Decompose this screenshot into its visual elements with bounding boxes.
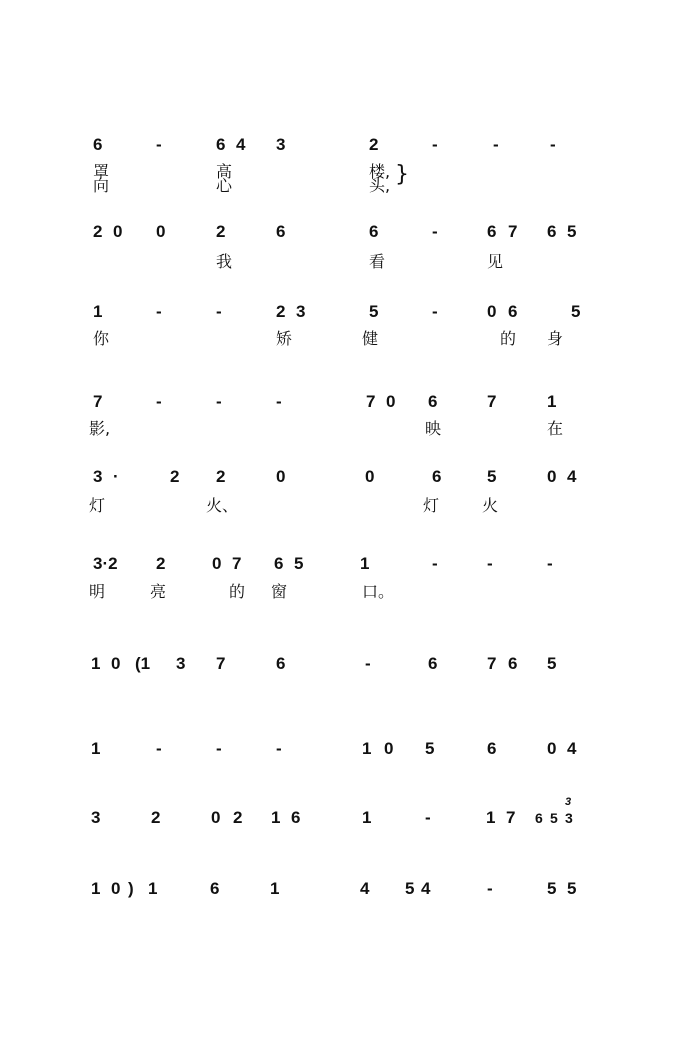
note: 6 bbox=[291, 808, 301, 827]
note: 4 bbox=[236, 135, 246, 154]
note: 4 bbox=[567, 739, 577, 758]
lyric: 身 bbox=[547, 329, 564, 348]
brace-mark: } bbox=[395, 162, 409, 187]
note: 0 bbox=[384, 739, 394, 758]
lyric: 明 bbox=[89, 582, 106, 601]
note: 4 bbox=[421, 879, 431, 898]
note: - bbox=[156, 392, 162, 411]
note: - bbox=[276, 392, 282, 411]
note: 2 bbox=[93, 222, 103, 241]
lyric: 火、 bbox=[206, 496, 239, 515]
lyric: 灯 bbox=[89, 496, 106, 515]
note: 5 bbox=[571, 302, 581, 321]
note: 0 bbox=[276, 467, 286, 486]
note: 2 bbox=[151, 808, 161, 827]
note: 0 bbox=[212, 554, 222, 573]
lyric: 高 bbox=[216, 162, 233, 181]
lyric: 健 bbox=[362, 329, 379, 348]
note: 5 bbox=[547, 654, 557, 673]
note: - bbox=[156, 739, 162, 758]
lyric: 向 bbox=[93, 176, 110, 195]
note: 1 bbox=[362, 739, 372, 758]
note: 3 bbox=[296, 302, 306, 321]
note: 3 bbox=[93, 467, 103, 486]
note: 0 bbox=[365, 467, 375, 486]
note: 1 bbox=[486, 808, 496, 827]
note: 5 bbox=[547, 879, 557, 898]
note: 0 bbox=[211, 808, 221, 827]
lyric: 楼, bbox=[369, 162, 391, 181]
note: 1 bbox=[362, 808, 372, 827]
note: · bbox=[113, 467, 119, 486]
note: 6 bbox=[535, 810, 543, 826]
lyric: 你 bbox=[93, 329, 110, 348]
lyric: 灯 bbox=[423, 496, 440, 515]
note: 6 bbox=[276, 654, 286, 673]
note: 7 bbox=[93, 392, 103, 411]
note: 7 bbox=[232, 554, 242, 573]
note: 6 bbox=[216, 135, 226, 154]
note: - bbox=[493, 135, 499, 154]
note: 6 bbox=[508, 302, 518, 321]
note: - bbox=[432, 135, 438, 154]
lyric: 看 bbox=[369, 252, 386, 271]
lyric: 的 bbox=[229, 582, 246, 601]
note: 6 bbox=[508, 654, 518, 673]
note: 6 bbox=[487, 222, 497, 241]
note: 3 bbox=[565, 796, 572, 808]
note: 0 bbox=[111, 879, 121, 898]
note: 7 bbox=[366, 392, 376, 411]
note: - bbox=[216, 302, 222, 321]
note: 1 bbox=[271, 808, 281, 827]
note: 7 bbox=[508, 222, 518, 241]
note: 3 bbox=[565, 810, 573, 826]
note: - bbox=[487, 554, 493, 573]
lyric: 口。 bbox=[362, 582, 395, 601]
note: 0 bbox=[156, 222, 166, 241]
note: 5 bbox=[567, 879, 577, 898]
note: - bbox=[432, 222, 438, 241]
note: - bbox=[425, 808, 431, 827]
note: 2 bbox=[369, 135, 379, 154]
note: 6 bbox=[274, 554, 284, 573]
note: - bbox=[550, 135, 556, 154]
note: 6 bbox=[210, 879, 220, 898]
note: 1 bbox=[270, 879, 280, 898]
note: 4 bbox=[360, 879, 370, 898]
lyric: 火 bbox=[482, 496, 499, 515]
note: - bbox=[432, 554, 438, 573]
lyric: 心 bbox=[216, 176, 233, 195]
note: 5 bbox=[567, 222, 577, 241]
lyric: 头, bbox=[369, 176, 391, 195]
lyric: 我 bbox=[216, 252, 233, 271]
note: 0 bbox=[113, 222, 123, 241]
note: 1 bbox=[148, 879, 158, 898]
note: 1 bbox=[91, 739, 101, 758]
lyric: 见 bbox=[487, 252, 504, 271]
note: 2 bbox=[216, 222, 226, 241]
note: - bbox=[216, 392, 222, 411]
note: ) bbox=[128, 879, 134, 898]
lyric: 矫 bbox=[276, 329, 293, 348]
note: 5 bbox=[487, 467, 497, 486]
note: 5 bbox=[294, 554, 304, 573]
note: - bbox=[216, 739, 222, 758]
note: - bbox=[432, 302, 438, 321]
lyric: 影, bbox=[89, 419, 111, 438]
note: 7 bbox=[487, 392, 497, 411]
note: - bbox=[276, 739, 282, 758]
note: 6 bbox=[276, 222, 286, 241]
note: 6 bbox=[369, 222, 379, 241]
note: 0 bbox=[111, 654, 121, 673]
lyric: 在 bbox=[547, 419, 564, 438]
note: 3 bbox=[176, 654, 186, 673]
lyric: 亮 bbox=[150, 582, 167, 601]
note: 3·2 bbox=[93, 554, 118, 573]
note: 7 bbox=[487, 654, 497, 673]
lyric: 窗 bbox=[271, 582, 288, 601]
note: 2 bbox=[233, 808, 243, 827]
note: 6 bbox=[547, 222, 557, 241]
note: 1 bbox=[547, 392, 557, 411]
note: - bbox=[487, 879, 493, 898]
note: - bbox=[156, 135, 162, 154]
note: 5 bbox=[405, 879, 415, 898]
note: 6 bbox=[428, 392, 438, 411]
lyric: 映 bbox=[425, 419, 442, 438]
note: 6 bbox=[432, 467, 442, 486]
note: 3 bbox=[276, 135, 286, 154]
note: 7 bbox=[216, 654, 226, 673]
note: 2 bbox=[276, 302, 286, 321]
note: 0 bbox=[487, 302, 497, 321]
note: 1 bbox=[360, 554, 370, 573]
note: 0 bbox=[547, 467, 557, 486]
note: - bbox=[156, 302, 162, 321]
note: 2 bbox=[156, 554, 166, 573]
note: 1 bbox=[93, 302, 103, 321]
note: (1 bbox=[135, 654, 151, 673]
note: 6 bbox=[93, 135, 103, 154]
note: 5 bbox=[425, 739, 435, 758]
note: 1 bbox=[91, 654, 101, 673]
lyric: 的 bbox=[500, 329, 517, 348]
note: - bbox=[547, 554, 553, 573]
note: 6 bbox=[487, 739, 497, 758]
note: 4 bbox=[567, 467, 577, 486]
note: 3 bbox=[91, 808, 101, 827]
note: 2 bbox=[216, 467, 226, 486]
lyric: 罩 bbox=[93, 162, 110, 181]
note: 0 bbox=[547, 739, 557, 758]
note: 7 bbox=[506, 808, 516, 827]
note: - bbox=[365, 654, 371, 673]
note: 0 bbox=[386, 392, 396, 411]
note: 5 bbox=[369, 302, 379, 321]
note: 2 bbox=[170, 467, 180, 486]
note: 6 bbox=[428, 654, 438, 673]
note: 1 bbox=[91, 879, 101, 898]
note: 5 bbox=[550, 810, 558, 826]
